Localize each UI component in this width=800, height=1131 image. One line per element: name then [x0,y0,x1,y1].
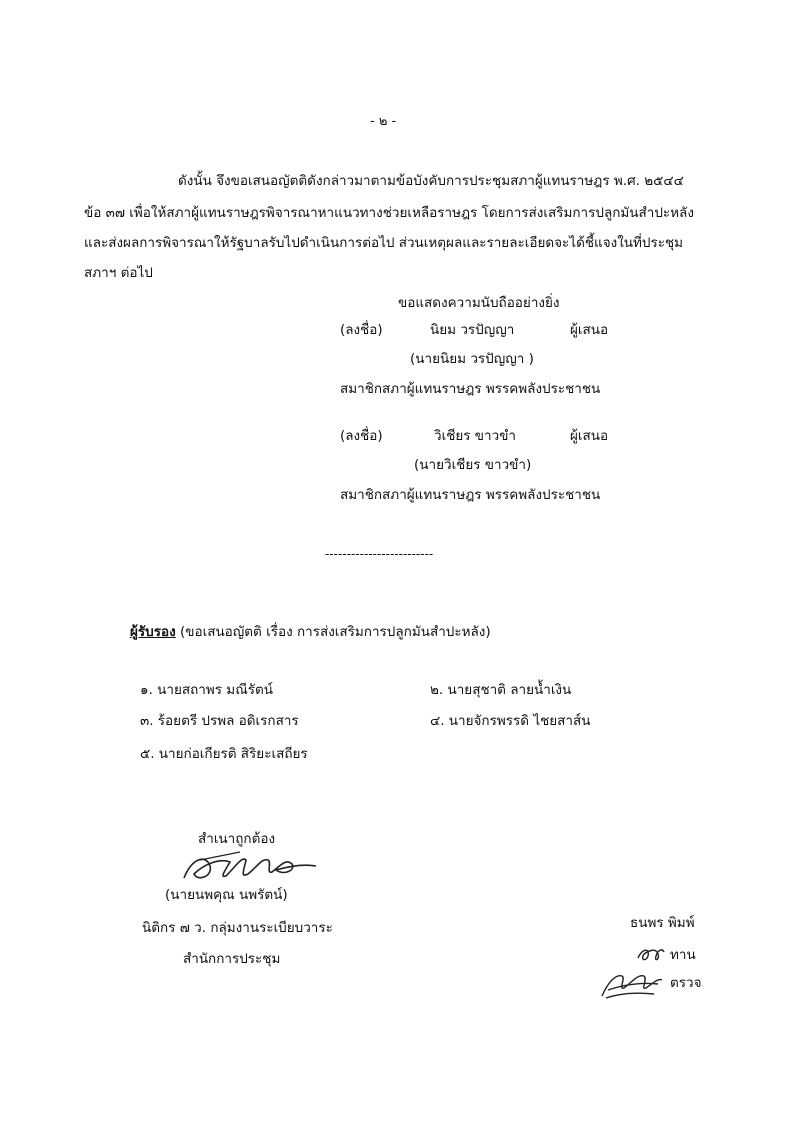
page-number: - ๒ - [370,114,397,129]
signatory-2-sign-label: (ลงชื่อ) [340,428,383,444]
certifier-signature [180,848,320,886]
endorsers-heading: ผู้รับรอง [130,624,176,640]
certifier-office: สำนักการประชุม [183,951,281,967]
signatory-1-signature: นิยม วรปัญญา [430,322,515,338]
endorser-4: ๔. นายจักรพรรดิ ไชยสาส์น [430,713,591,729]
typist-name: ธนพร พิมพ์ [630,915,695,931]
body-line-2: ข้อ ๓๗ เพื่อให้สภาผู้แทนราษฎรพิจารณาหาแนวทางช่วยเหลือราษฎร โดยการส่งเสริมการปลูกมันสำปะหลัง [84,205,694,221]
signatory-1-position: สมาชิกสภาผู้แทนราษฎร พรรคพลังประชาชน [340,381,601,397]
body-line-1: ดังนั้น จึงขอเสนอญัตติดังกล่าวมาตามข้อบังคับการประชุมสภาผู้แทนราษฎร พ.ศ. ๒๕๔๔ [178,173,684,189]
signatory-2-role: ผู้เสนอ [570,428,609,444]
typed-label: ทาน [670,947,696,963]
signatory-2-full-name: (นายวิเชียร ขาวขำ) [414,457,532,473]
signatory-1-full-name: (นายนิยม วรปัญญา ) [410,351,534,367]
certifier-position: นิติกร ๗ ว. กลุ่มงานระเบียบวาระ [142,920,333,936]
checked-label: ตรวจ [670,975,702,991]
endorsers-subject: (ขอเสนอญัตติ เรื่อง การส่งเสริมการปลูกมันสำปะหลัง) [179,624,491,640]
section-divider: ------------------------- [325,547,434,561]
body-line-4: สภาฯ ต่อไป [84,265,153,281]
signatory-2-signature: วิเชียร ขาวขำ [434,428,517,444]
endorser-5: ๕. นายก่อเกียรติ สิริยะเสถียร [140,746,308,762]
endorsers-heading-line [130,623,491,641]
closing-salutation: ขอแสดงความนับถืออย่างยิ่ง [398,295,560,311]
endorser-1: ๑. นายสถาพร มณีรัตน์ [140,682,273,698]
signatory-2-position: สมาชิกสภาผู้แทนราษฎร พรรคพลังประชาชน [340,487,601,503]
endorser-2: ๒. นายสุชาติ ลายน้ำเงิน [430,682,572,698]
certification-title: สำเนาถูกต้อง [198,831,276,847]
signatory-1-sign-label: (ลงชื่อ) [340,322,383,338]
endorser-3: ๓. ร้อยตรี ปรพล อดิเรกสาร [140,713,299,729]
signatory-1-role: ผู้เสนอ [570,322,609,338]
checked-initials-signature [598,968,666,1002]
body-line-3: และส่งผลการพิจารณาให้รัฐบาลรับไปดำเนินการต่อไป ส่วนเหตุผลและรายละเอียดจะได้ชี้แจงในที่ประชุม [84,235,684,251]
certifier-name: (นายนพคุณ นพรัตน์) [165,887,288,903]
typed-initials-signature [634,944,666,966]
